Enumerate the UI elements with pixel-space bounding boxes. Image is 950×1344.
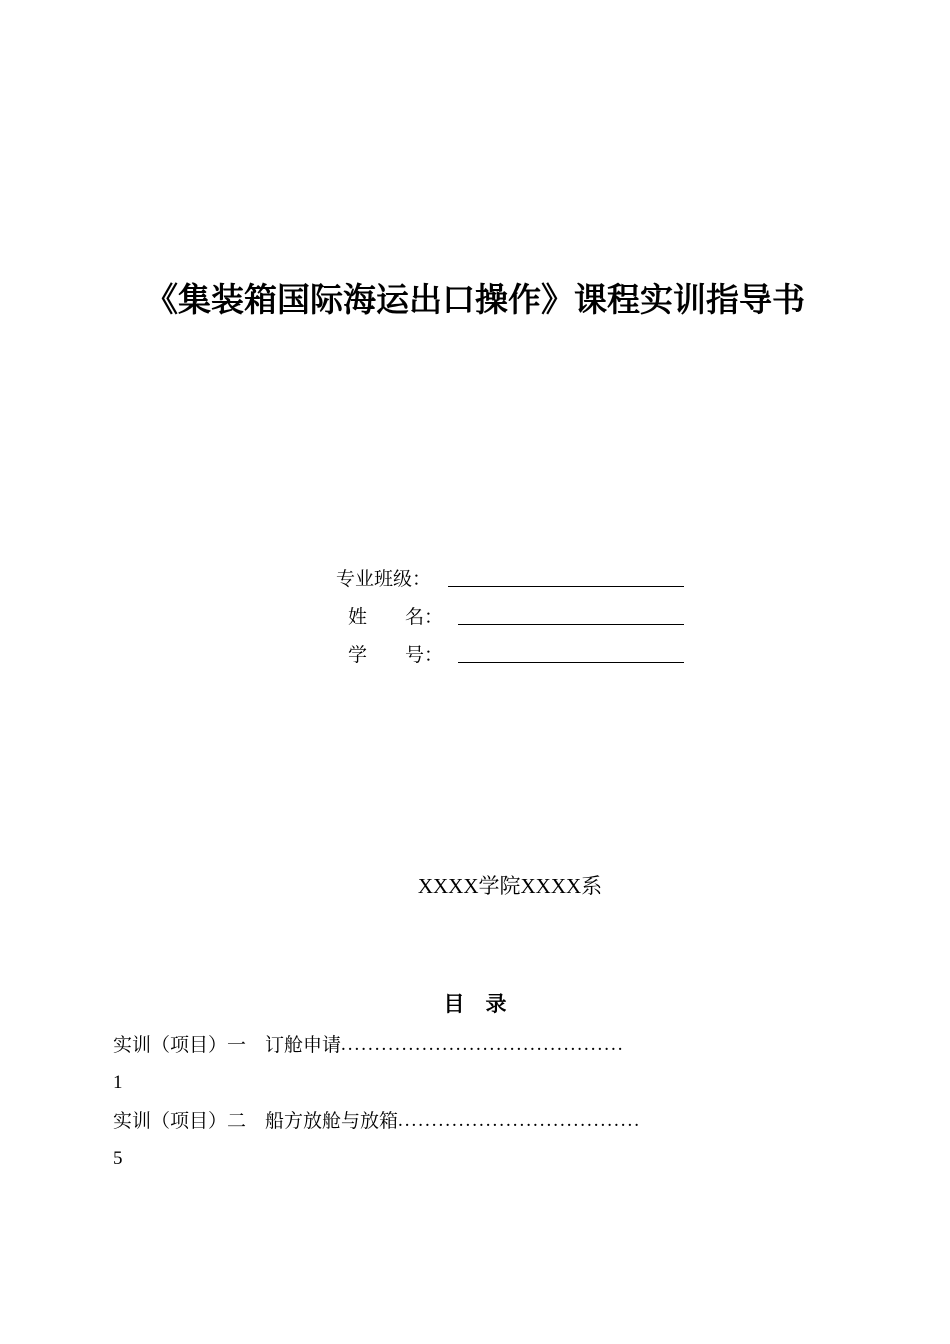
class-label: 专业班级： bbox=[336, 568, 432, 590]
class-blank-line[interactable] bbox=[448, 586, 684, 587]
department-name: XXXX学院XXXX系 bbox=[417, 874, 603, 898]
toc-entry-page: 1 bbox=[113, 1072, 123, 1093]
document-title: 《集装箱国际海运出口操作》课程实训指导书 bbox=[145, 280, 805, 319]
name-label: 姓 名： bbox=[348, 606, 444, 628]
toc-entry-leader: .......................................... bbox=[341, 1034, 625, 1055]
id-blank-line[interactable] bbox=[458, 662, 684, 663]
toc-entry-leader: .................................... bbox=[398, 1110, 642, 1131]
id-label: 学 号： bbox=[348, 644, 444, 666]
toc-entry-page: 5 bbox=[113, 1148, 123, 1169]
toc-entry[interactable] bbox=[113, 1030, 848, 1068]
name-blank-line[interactable] bbox=[458, 624, 684, 625]
toc-entry-label: 实训（项目）一 订舱申请 bbox=[113, 1034, 342, 1056]
toc-heading: 目 录 bbox=[443, 992, 507, 1016]
table-of-contents bbox=[113, 1030, 848, 1182]
toc-entry-label: 实训（项目）二 船方放舱与放箱 bbox=[113, 1110, 399, 1132]
toc-entry[interactable] bbox=[113, 1106, 848, 1144]
